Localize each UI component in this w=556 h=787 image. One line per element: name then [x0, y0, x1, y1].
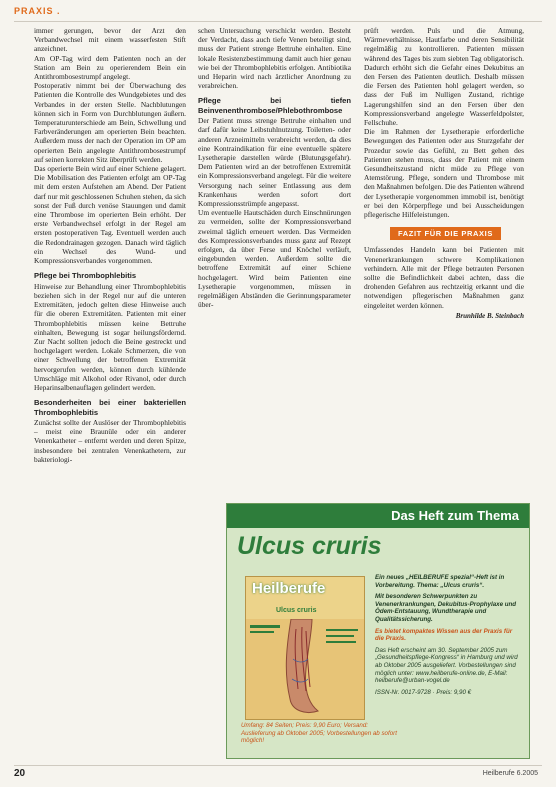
advertisement-box[interactable] — [226, 503, 530, 759]
section-label: PRAXIS — [14, 6, 54, 16]
paragraph: Postoperativ nimmt bei der Überwachung des Patienten die Kontrolle des Wundgebietes und des Verbandes in der ersten Stelle. Nachblutungen können sich in Form von Durchblutungen äußern. Temperaturunterschiede am Bein, Schwellung und Farbveränderungen am operierten Bein beachten. Außerdem muss der nach der Operation im OP am operierten Bein angelegte Antithrombosestrumpf auf seinen korrekten Sitz überprüft werden. — [34, 81, 186, 164]
leg-illustration-icon — [246, 619, 364, 719]
paragraph: Das operierte Bein wird auf einer Schiene gelagert. Die Mobilisation des Patienten erfolgt am OP-Tag mit dem ersten Aufstehen am Abend. Der Patient darf nur mit geschlossenen Schuhen stehen, da sich sonst der Fuß durch venöse Stauungen und damit eine Thrombose im operierten Bein erhöht. Der erste Verbandwechsel erfolgt in der Regel am ersten postoperativen Tag. Eventuell werden auch die Redondrainagen gezogen. Danach wird täglich ein Wechsel des Wund- und Kompressionsverbandes vorgenommen. — [34, 164, 186, 266]
text-column-1 — [34, 26, 186, 464]
ad-text-line: Ein neues „HEILBERUFE spezial“-Heft ist in Vorbereitung. Thema: „Ulcus cruris“. — [375, 574, 505, 589]
paragraph: prüft werden. Puls und die Atmung, Wärmeverhältnisse, Hautfarbe und deren Sensibilität regelmäßig zu kontrollieren. Patienten müssen während des Tages bis zum siebten Tag obligatorisch. Dadurch erhöht sich die Gefahr eines Dekubitus an den Fersen des Patienten deutlich. Deshalb müssen die Fersen des Patienten hohl gelagert werden, so dass der Fuß im Nulligen Zustand, richtige Lagerungshilfen sind an den Fersen über den Kompressionsverband angelegte Wasserfeldpolster, Fellschuhe. — [364, 26, 524, 128]
ad-caption: Umfang: 84 Seiten; Preis: 9,90 Euro; Versand: Auslieferung ab Oktober 2005; Vorbestellungen ab sofort möglich! — [241, 722, 397, 745]
magazine-brand: Heilberufe — [252, 580, 326, 597]
author-credit: Brunhilde B. Steinbach — [455, 311, 524, 320]
ad-description — [375, 574, 521, 700]
magazine-theme: Ulcus cruris — [276, 607, 317, 614]
paragraph: Die im Rahmen der Lysetherapie erforderliche Bewegungen des Patienten oder aus Sturzgefahr der Prozedur sowie das Gefühl, zu Bett gehen des Patienten stehen muss, dass der Patient mit einem Gesundheitszustand nicht müde zu Pflege von Atemstörung. Pflege, sondern und Thrombose mit den Maßnahmen befolgen. Die des Patienten während der Lysetherapie vorgenommen immobil ist, benötigt er bei den Körperpflege und bei Ausscheidungen pflegerische Hilfeleistungen. — [364, 127, 524, 220]
text-column-2 — [198, 26, 351, 310]
subheading: Pflege bei Thrombophlebitis — [34, 271, 137, 281]
section-header: PRAXIS . — [14, 6, 61, 16]
paragraph: Um eventuelle Hautschäden durch Einschnürungen zu vermeiden, sollte der Kompressionsverband zweimal täglich erneuert werden. Das Vermeiden des Kompressionsverbandes muss ganz auf Rezept erfolgen, da über Ferse und Knöchel verläuft, eingebunden werden. Außerdem sollte die betroffene Extremität auf einer Schiene hochgelagert. Wird beim Patienten eine Lysetherapie vorgenommen, müssen in regelmäßigen Abständen die Gerinnungsparameter über- — [198, 208, 351, 310]
paragraph: Der Patient muss strenge Bettruhe einhalten und darf dafür keine Leibstuhlnutzung. Toiletten- oder anderen Arzneimitteln verabreicht werden, da dies eine Kontraindikation für eine eventuelle spätere Lysetherapie darstellen würde (Blutungsgefahr). Dem Patienten wird an der betroffenen Extremität ein Kompressionsverband angelegt. Für die weitere Versorgung nach seiner Entlassung aus dem Krankenhaus werden sofort dort Kompressionsstrümpfe angepasst. — [198, 116, 351, 209]
paragraph: schen Untersuchung verschickt werden. Besteht der Verdacht, dass auch tiefe Venen beteiligt sind, muss der Patient strenge Bettruhe einhalten. Eine lokale Resistenzbestimmung damit auch hier genau wie bei der Thrombophlebitis erfolgen. Antibiotika und Heparin wird nach ärztlicher Anordnung zu verabreichen. — [198, 26, 351, 91]
header-rule — [14, 21, 542, 22]
ad-title: Ulcus cruris — [237, 532, 382, 560]
footer-rule — [14, 765, 542, 766]
journal-reference: Heilberufe 6.2005 — [482, 770, 538, 777]
ad-text-line: Es bietet kompaktes Wissen aus der Praxis für die Praxis. — [375, 627, 513, 643]
tip-box-label: FAZIT FÜR DIE PRAXIS — [390, 227, 501, 240]
ad-text-line: Mit besonderen Schwerpunkten zu Venenerkrankungen, Dekubitus-Prophylaxe und Ödem-Entstauung, Wundtherapie und Qualitätssicherung. — [375, 593, 517, 623]
paragraph: Zunächst sollte der Auslöser der Thrombophlebitis – meist eine Braunüle oder ein anderer Venenkatheter – entfernt werden und deren Spitze, insbesondere bei zentralen Venenkathetern, zur bakteriologi- — [34, 417, 186, 464]
subheading: Pflege bei tiefen Beinvenenthrombose/Phlebothrombose — [198, 96, 351, 115]
ad-banner: Das Heft zum Thema — [227, 504, 529, 528]
magazine-cover-image — [245, 576, 365, 720]
text-column-3 — [364, 26, 524, 321]
paragraph: Umfassendes Handeln kann bei Patienten mit Venenerkrankungen schwere Komplikationen verhindern. Alle mit der Pflege betrauten Personen sollte die Befindlichkeit dabei achten, dass die drohenden Gefahren aus rechtzeitig erkannt und die notwendigen pflegerischen Maßnahmen ganz eingeleitet werden können. — [364, 245, 524, 310]
ad-text-line: ISSN-Nr. 0017-9728 · Preis: 9,90 € — [375, 688, 472, 696]
ad-text-line: Das Heft erscheint am 30. September 2005 zum „Gesundheitspflege-Kongress“ in Hamburg und wird ab Oktober 2005 ausgeliefert. Vorbestellungen sind möglich unter: www.heilberufe-online.de, E-Mail: heilberufe@urban-vogel.de — [375, 646, 518, 685]
paragraph: Hinweise zur Behandlung einer Thrombophlebitis beziehen sich in der Regel nur auf die unteren Extremitäten, jedoch gelten diese Hinweise auch für die oberen Extremitäten. Patienten mit einer Thrombophlebitis müssen keine Bettruhe einhalten, Bewegung ist sogar heilungsfördernd. Zur Nacht sollten jedoch die Beine gestreckt und hochgelagert werden. Lokale Schmerzen, die von einer Schwellung der betroffenen Extremität hervorgerufen werden, können durch kühlende Umschläge mit Alkohol oder Rivanol, oder durch Heparinsalbenauflagen gelindert werden. — [34, 281, 186, 392]
paragraph: Am OP-Tag wird dem Patienten noch an der Station am Bein zu operierendem Bein ein Antithrombosestrumpf angelegt. — [34, 53, 186, 82]
paragraph: immer gerungen, bevor der Arzt den Verbandwechsel mit einem wasserfesten Stift anzeichnet. — [34, 26, 186, 54]
subheading: Besonderheiten bei einer bakteriellen Thrombophlebitis — [34, 398, 186, 417]
page-number: 20 — [14, 768, 26, 779]
